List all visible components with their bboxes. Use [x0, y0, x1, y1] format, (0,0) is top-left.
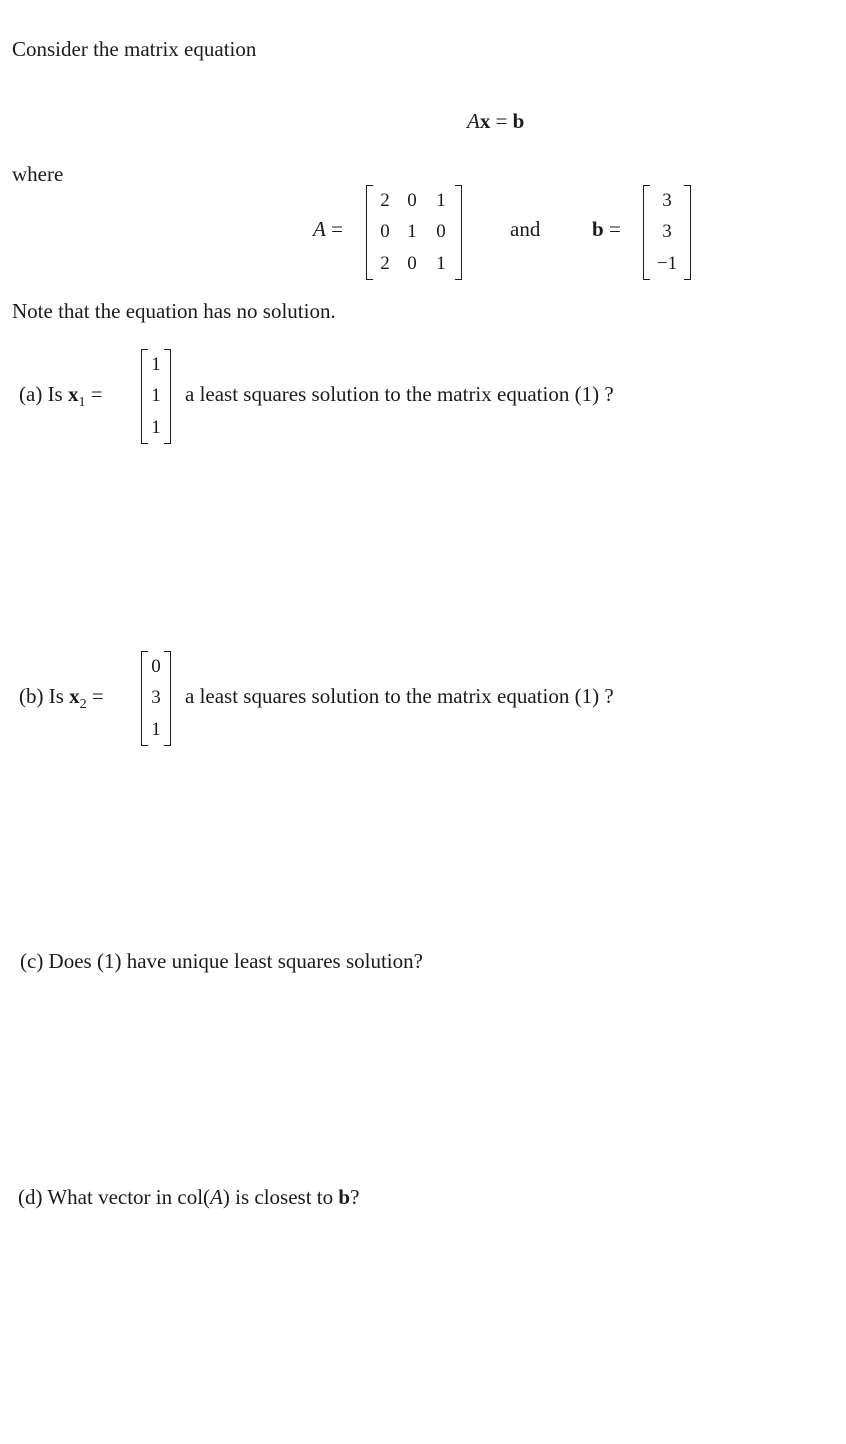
- matrix-A-equals: =: [331, 217, 343, 241]
- matrix-A-cell: 2: [380, 190, 390, 211]
- question-d-suffix: ?: [350, 1185, 360, 1209]
- matrix-A-name: A: [313, 217, 326, 241]
- eq-matrix-A: A: [467, 109, 480, 133]
- where-text: where: [12, 162, 64, 186]
- eq-equals: =: [495, 109, 508, 133]
- question-a-vector-cell: 1: [151, 354, 161, 375]
- question-a-text: a least squares solution to the matrix equation (1) ?: [185, 382, 614, 406]
- question-d-middle: ) is closest to: [222, 1185, 339, 1209]
- question-b-text: a least squares solution to the matrix equation (1) ?: [185, 684, 614, 708]
- question-c-text: (c) Does (1) have unique least squares solution?: [20, 949, 423, 973]
- question-b-vector-cell: 0: [151, 656, 161, 677]
- question-a-var: x: [67, 382, 79, 406]
- matrix-A-cell: 2: [380, 252, 390, 274]
- question-d-text: [18, 1185, 359, 1210]
- matrix-A-cell: 1: [436, 252, 446, 274]
- question-a-is: Is: [47, 382, 63, 406]
- matrix-A-cell: 0: [380, 221, 390, 243]
- question-b-label: (b): [19, 684, 44, 708]
- vector-b-equals: =: [608, 217, 621, 241]
- vector-b-label: [592, 217, 621, 242]
- question-a-vector: [141, 349, 171, 444]
- question-a-label: (a): [19, 382, 43, 406]
- eq-vector-x: x: [479, 109, 491, 133]
- question-b-var: x: [69, 684, 80, 708]
- question-a-sub: 1: [78, 395, 86, 410]
- question-b-is: Is: [48, 684, 64, 708]
- question-b-equals: =: [91, 684, 104, 708]
- vector-b-cell: 3: [662, 190, 672, 211]
- question-b-vector-cell: 1: [151, 718, 161, 740]
- question-a-vector-cell: 1: [151, 416, 161, 438]
- question-d-prefix: (d) What vector in col(: [18, 1185, 211, 1209]
- question-b-vector-cell: 3: [151, 687, 161, 709]
- matrix-A-label: [313, 217, 343, 242]
- intro-text: Consider the matrix equation: [12, 37, 257, 61]
- matrix-A-cell: 0: [436, 221, 446, 243]
- main-equation: [467, 109, 524, 134]
- question-a-equals: =: [90, 382, 103, 406]
- question-a-vector-cell: 1: [151, 385, 161, 407]
- vector-b-cell: −1: [656, 252, 678, 274]
- matrix-A-cell: 1: [436, 190, 446, 211]
- eq-vector-b: b: [512, 109, 525, 133]
- vector-b-name: b: [592, 217, 604, 241]
- question-b-vector: [141, 651, 171, 746]
- question-a-prefix: [19, 382, 103, 410]
- question-d-matrix-A: A: [210, 1185, 223, 1209]
- question-b-prefix: [19, 684, 104, 712]
- matrix-A-cell: 0: [407, 252, 417, 274]
- and-text: and: [510, 217, 541, 241]
- question-b-sub: 2: [79, 697, 87, 712]
- matrix-A-cell: 1: [407, 221, 417, 243]
- question-d-vector-b: b: [338, 1185, 351, 1209]
- matrix-A: [366, 185, 462, 280]
- vector-b-cell: 3: [662, 221, 672, 243]
- vector-b: [643, 185, 691, 280]
- note-text: Note that the equation has no solution.: [12, 299, 336, 323]
- matrix-A-cell: 0: [407, 190, 417, 211]
